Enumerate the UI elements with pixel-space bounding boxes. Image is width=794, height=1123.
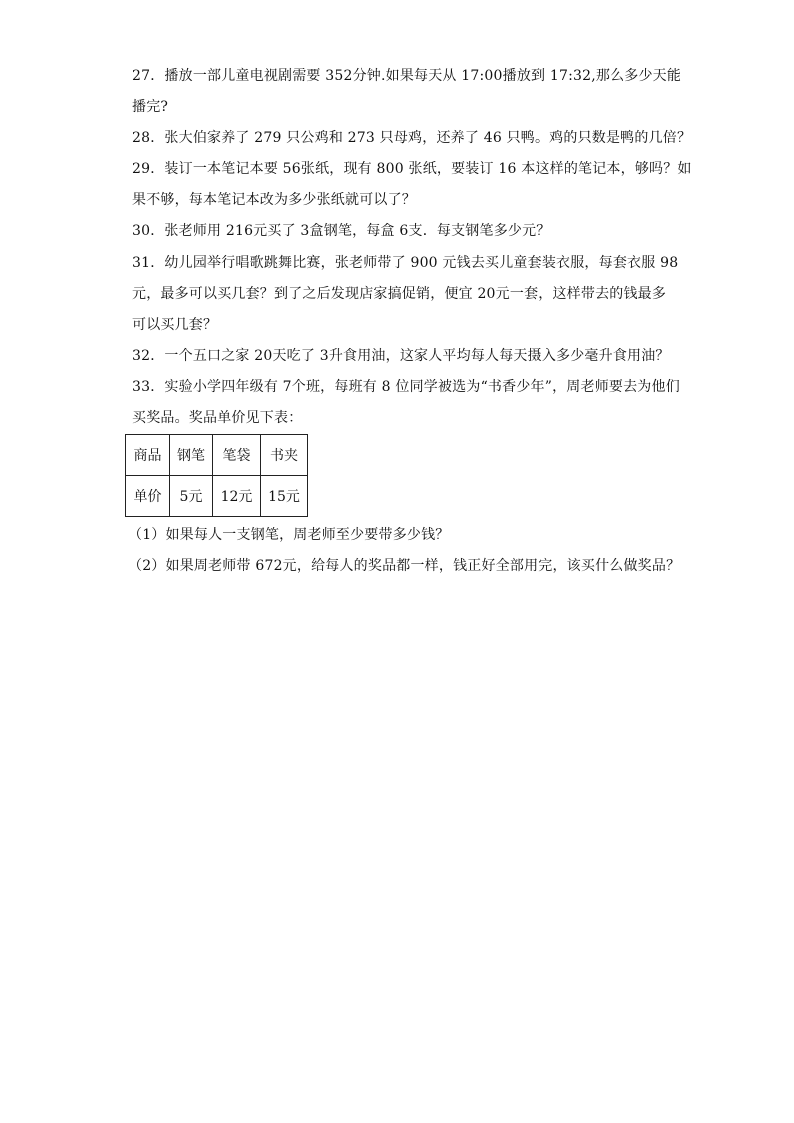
table-cell-pencil-bag-price: 12元 xyxy=(213,476,261,517)
question-31-line-3: 可以买几套？ xyxy=(132,317,218,333)
table-cell-pen: 钢笔 xyxy=(170,435,213,476)
question-33-line-1: 33．实验小学四年级有 7个班，每班有 8 位同学被选为“书香少年”，周老师要去为他们 xyxy=(132,379,680,395)
table-cell-price-label: 单价 xyxy=(126,476,170,517)
question-27-line-2: 播完? xyxy=(132,99,169,115)
table-cell-book-clip: 书夹 xyxy=(261,435,308,476)
question-30: 30．张老师用 216元买了 3盒钢笔，每盒 6支．每支钢笔多少元？ xyxy=(132,223,551,239)
question-33-sub-1: （1）如果每人一支钢笔，周老师至少要带多少钱？ xyxy=(128,527,450,543)
question-29-line-2: 果不够，每本笔记本改为多少张纸就可以了？ xyxy=(132,192,416,208)
question-31-line-2: 元，最多可以买几套？到了之后发现店家搞促销，便宜 20元一套，这样带去的钱最多 xyxy=(132,286,667,302)
price-table xyxy=(125,434,308,517)
table-cell-pencil-bag: 笔袋 xyxy=(213,435,261,476)
question-28: 28．张大伯家养了 279 只公鸡和 273 只母鸡，还养了 46 只鸭。鸡的只数是鸭的几倍？ xyxy=(132,130,692,146)
question-31-line-1: 31．幼儿园举行唱歌跳舞比赛，张老师带了 900 元钱去买儿童套装衣服，每套衣服 98 xyxy=(132,255,679,271)
question-32: 32．一个五口之家 20天吃了 3升食用油，这家人平均每人每天摄入多少毫升食用油？ xyxy=(132,348,670,364)
question-33-line-2: 买奖品。奖品单价见下表： xyxy=(132,410,303,426)
question-33-sub-2: （2）如果周老师带 672元，给每人的奖品都一样，钱正好全部用完，该买什么做奖品？ xyxy=(128,558,681,574)
question-27-line-1: 27．播放一部儿童电视剧需要 352分钟.如果每天从 17:00播放到 17:32,那么多少天能 xyxy=(132,68,682,84)
table-cell-item-label: 商品 xyxy=(126,435,170,476)
price-table-price-row xyxy=(126,476,308,517)
table-cell-pen-price: 5元 xyxy=(170,476,213,517)
price-table-header-row xyxy=(126,435,308,476)
table-cell-book-clip-price: 15元 xyxy=(261,476,308,517)
question-29-line-1: 29．装订一本笔记本要 56张纸，现有 800 张纸，要装订 16 本这样的笔记本，够吗？如 xyxy=(132,161,692,177)
